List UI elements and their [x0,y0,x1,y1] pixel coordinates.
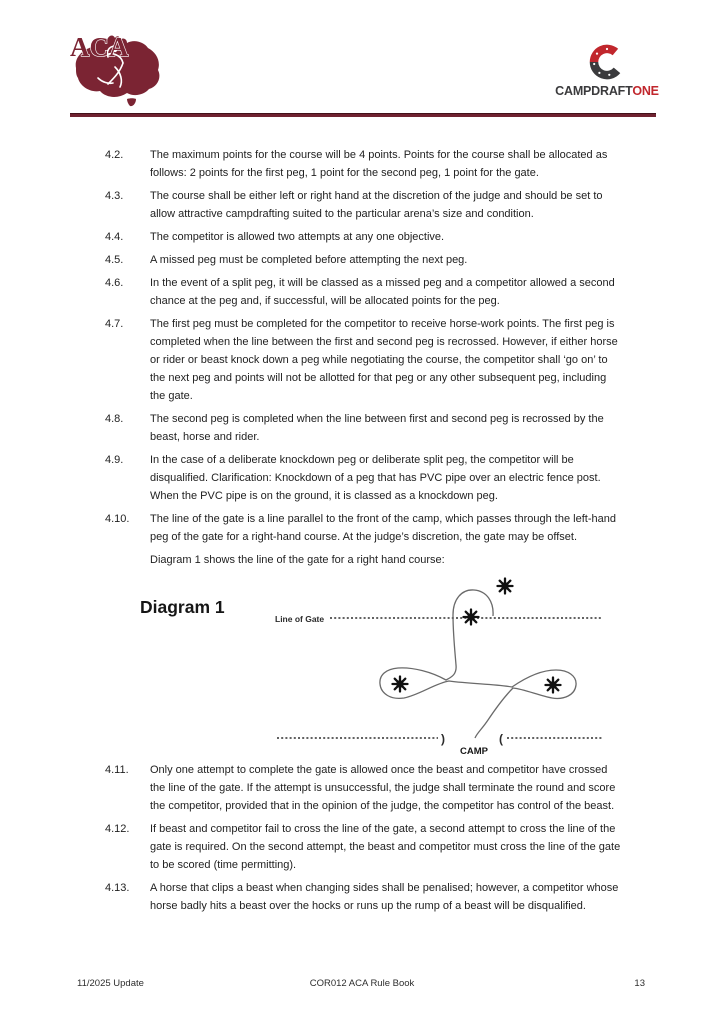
footer-document-title: COR012 ACA Rule Book [309,978,415,989]
rule-item-4-4 [105,228,621,246]
peg-star-icon-right [546,678,561,693]
rule-number: 4.13. [105,882,130,894]
rule-item-4-11 [105,761,621,815]
rule-number: 4.3. [105,190,124,202]
rule-number: 4.8. [105,413,124,425]
rule-item-4-10 [105,510,621,546]
header-divider [70,113,656,117]
aca-australia-map-icon [64,26,176,114]
rule-number: 4.7. [105,318,124,330]
rule-text: A missed peg must be completed before attempting the next peg. [150,254,468,266]
rule-item-4-8 [105,410,621,446]
rule-item-4-13 [105,879,621,915]
peg-star-icon-on-gate-line [464,610,479,625]
camp-gate-post-right: ( [499,732,503,746]
footer-update-label: 11/2025 Update [77,978,144,989]
rule-number: 4.9. [105,454,124,466]
peg-star-icon-left [393,677,408,692]
campdraftone-wordmark [552,84,662,98]
page-footer [0,978,724,994]
rule-item-4-5 [105,251,621,269]
horseshoe-c-icon [586,40,628,84]
rule-text: The second peg is completed when the line between first and second peg is recrossed by the beast, horse and rider. [150,413,604,443]
camp-label: CAMP [460,746,488,756]
rule-item-4-12 [105,820,621,874]
rule-number: 4.10. [105,513,130,525]
rule-item-4-3 [105,187,621,223]
rule-text: In the event of a split peg, it will be classed as a missed peg and a competitor allowed a second chance at the peg and, if successful, will be allocated points for the peg. [150,277,615,307]
diagram-intro: Diagram 1 shows the line of the gate for a right hand course: [150,554,445,566]
campdraft-word: CAMPDRAFT [555,84,633,98]
rule-item-4-2 [105,146,621,182]
peg-star-icon-above-gate [498,579,513,594]
line-of-gate-label: Line of Gate [275,614,325,624]
rule-item-4-6 [105,274,621,310]
one-word: ONE [632,84,659,98]
diagram-1 [105,574,621,756]
campdraftone-logo [552,40,662,98]
rule-text: The maximum points for the course will be 4 points. Points for the course shall be allocated as follows: 2 points for the first peg, 1 point for the second peg, 1 point for the gate. [150,149,608,179]
rule-item-4-7 [105,315,621,405]
rule-number: 4.6. [105,277,124,289]
rule-number: 4.2. [105,149,124,161]
rule-text: The first peg must be completed for the competitor to receive horse-work points. The first peg is completed when the line between the first and second peg is recrossed. However, if either horse or rider or beast knock down a peg while negotiating the course, the competitor shall ‘go on’ to the next peg and points will not be allotted for that peg or any other subsequent peg, including the gate. [150,318,618,402]
camp-gate-post-left: ) [441,732,445,746]
rule-text: The line of the gate is a line parallel to the front of the camp, which passes through the left-hand peg of the gate for a right-hand course. At the judge’s discretion, the gate may be offset. [150,513,616,543]
rule-number: 4.11. [105,764,129,776]
rule-text: A horse that clips a beast when changing sides shall be penalised; however, a competitor whose horse badly hits a beast over the hocks or runs up the rump of a beast will be disqualified. [150,882,619,912]
aca-logo [64,26,176,114]
rule-text: The course shall be either left or right hand at the discretion of the judge and should be set to allow attractive campdrafting suited to the particular arena’s size and condition. [150,190,603,220]
rule-number: 4.4. [105,231,124,243]
course-path [380,590,576,738]
diagram-title: Diagram 1 [140,597,225,617]
rule-text: Only one attempt to complete the gate is allowed once the beast and competitor have crossed the line of the gate. If the attempt is unsuccessful, the judge shall terminate the round and score the competitor, provided that in the opinion of the judge, the competitor has control of the beast. [150,764,616,812]
rule-number: 4.12. [105,823,130,835]
rule-item-4-9 [105,451,621,505]
rules-list [105,146,621,920]
rule-text: If beast and competitor fail to cross the line of the gate, a second attempt to cross the line of the gate is required. On the second attempt, the beast and competitor must cross the line of the gate to be scored (time permitting). [150,823,621,871]
rule-text: The competitor is allowed two attempts at any one objective. [150,231,445,243]
footer-page-number: 13 [634,978,645,989]
course-diagram-figure [105,574,621,756]
aca-logo-text: ACA [70,32,129,62]
rule-number: 4.5. [105,254,124,266]
rule-text: In the case of a deliberate knockdown peg or deliberate split peg, the competitor will be disqualified. Clarification: Knockdown of a peg that has PVC pipe over an electric fence post. When the PVC pipe is on the ground, it is classed as a knockdown peg. [150,454,601,502]
